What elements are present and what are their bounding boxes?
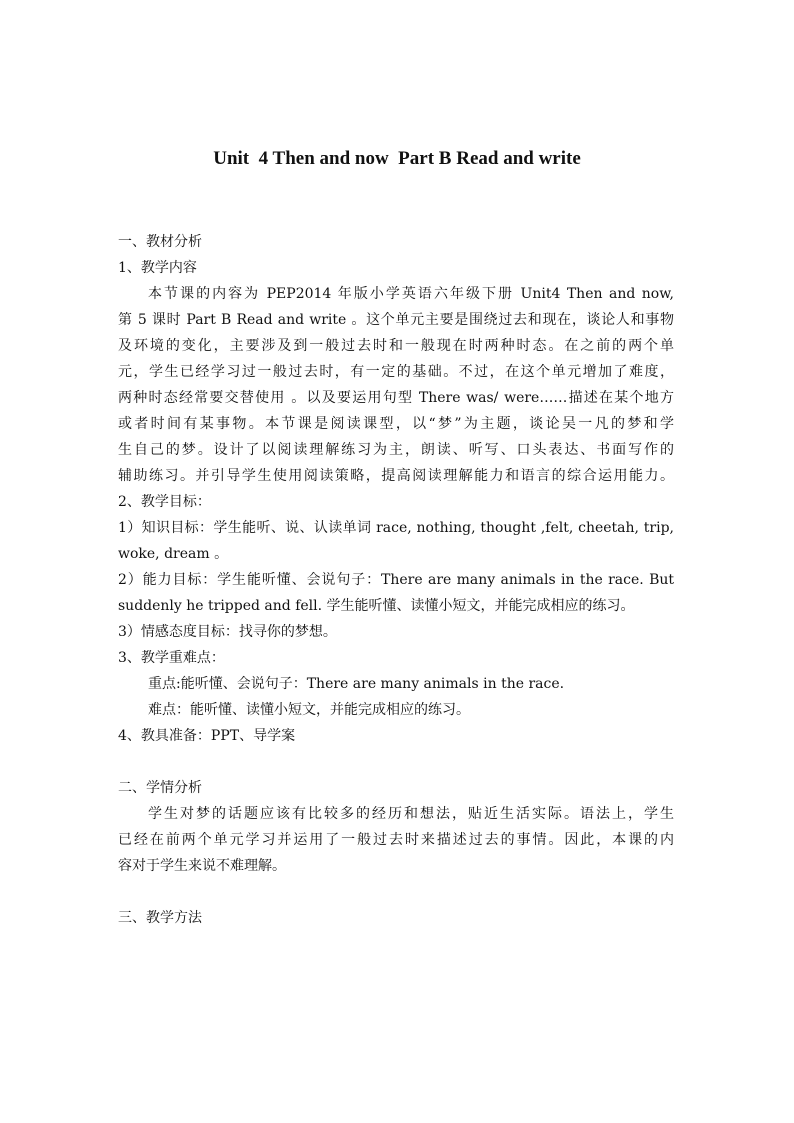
- goal-ability: [118, 567, 674, 619]
- subsection-heading: 3、教学重难点：: [118, 650, 225, 666]
- paragraph-line: 两种时态经常要交替使用 。以及要运用句型 There was/ were……描述在某个地方: [118, 390, 674, 406]
- paragraph-line: 第 5 课时 Part B Read and write 。这个单元主要是围绕过去和现在，谈论人和事物: [118, 312, 674, 328]
- goal-knowledge: [118, 515, 674, 567]
- spacer: [118, 879, 674, 905]
- section-teaching-methods: [118, 905, 674, 931]
- paragraph-line: 元，学生已经学习过一般过去时，有一定的基础。不过，在这个单元增加了难度，: [118, 364, 674, 380]
- section-heading: 三、教学方法: [118, 910, 202, 926]
- paragraph-line: suddenly he tripped and fell. 学生能听懂、读懂小短文，并能完成相应的练习。: [118, 598, 635, 614]
- section-heading: 二、学情分析: [118, 780, 202, 796]
- section-teaching-material-analysis: [118, 229, 674, 749]
- paragraph-line: 或者时间有某事物。本节课是阅读课型，以“梦”为主题，谈论吴一凡的梦和学: [118, 416, 674, 432]
- key-point: 重点:能听懂、会说句子：There are many animals in the race.: [148, 676, 565, 692]
- subsection-heading: 2、教学目标：: [118, 494, 211, 510]
- paragraph-teaching-content: [118, 281, 674, 489]
- subsection-heading: 4、教具准备：PPT、导学案: [118, 728, 296, 744]
- paragraph-line: 学生对梦的话题应该有比较多的经历和想法，贴近生活实际。语法上，学生: [148, 806, 674, 822]
- paragraph-line: 生自己的梦。设计了以阅读理解练习为主，朗读、听写、口头表达、书面写作的: [118, 442, 674, 458]
- difficulty-point: 难点：能听懂、读懂小短文，并能完成相应的练习。: [148, 702, 470, 718]
- paragraph-line: 容对于学生来说不难理解。: [118, 858, 286, 874]
- spacer: [118, 749, 674, 775]
- paragraph-line: woke, dream 。: [118, 546, 229, 562]
- section-heading: 一、教材分析: [118, 234, 202, 250]
- document-body: [118, 229, 674, 931]
- subsection-heading: 1、教学内容: [118, 260, 197, 276]
- document-title: Unit 4 Then and now Part B Read and write: [213, 148, 581, 169]
- paragraph-line: 已经在前两个单元学习并运用了一般过去时来描述过去的事情。因此，本课的内: [118, 832, 674, 848]
- section-student-analysis: [118, 775, 674, 879]
- paragraph-line: 辅助练习。并引导学生使用阅读策略，提高阅读理解能力和语言的综合运用能力。: [118, 468, 674, 484]
- paragraph-line: 1）知识目标：学生能听、说、认读单词 race, nothing, thought ,felt, cheetah, trip,: [118, 520, 674, 536]
- paragraph-line: 2）能力目标：学生能听懂、会说句子：There are many animals in the race. But: [118, 572, 674, 588]
- paragraph-line: 本节课的内容为 PEP2014 年版小学英语六年级下册 Unit4 Then and now,: [148, 286, 674, 302]
- paragraph-line: 及环境的变化，主要涉及到一般过去时和一般现在时两种时态。在之前的两个单: [118, 338, 674, 354]
- goal-emotion: 3）情感态度目标：找寻你的梦想。: [118, 624, 337, 640]
